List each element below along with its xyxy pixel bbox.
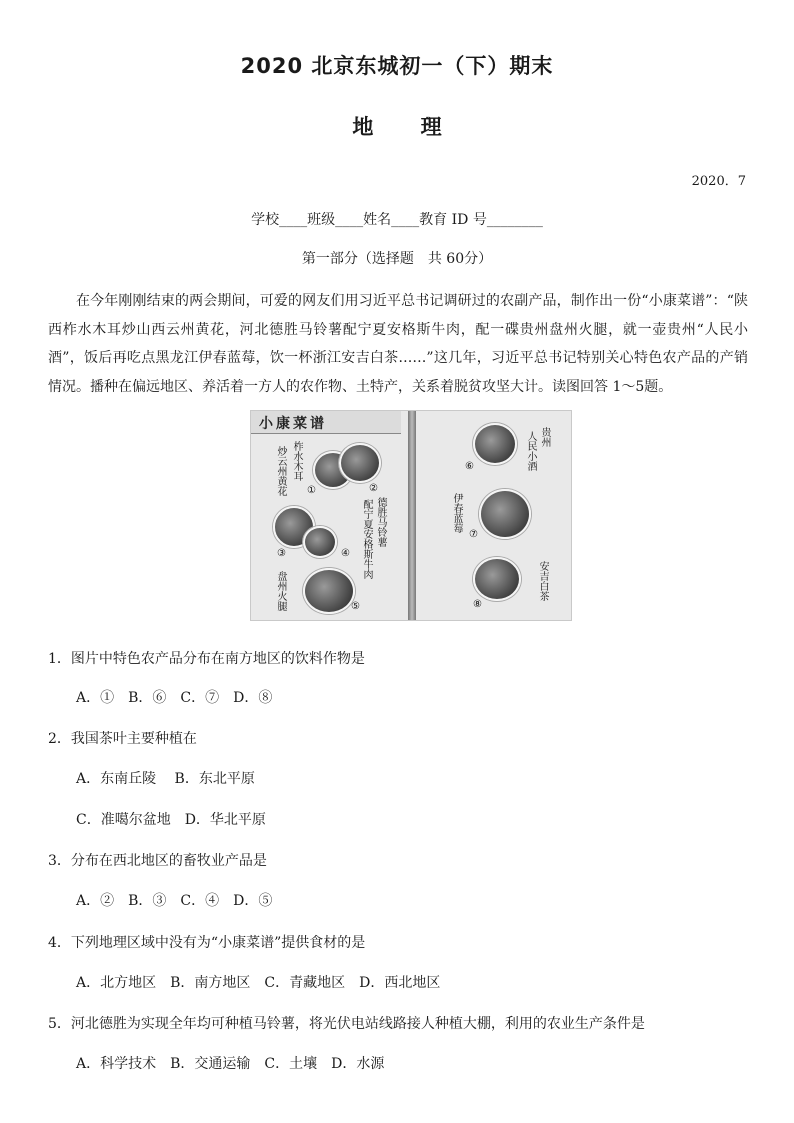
student-info-line: 学校____班级____姓名____教育 ID 号________ [251, 212, 543, 228]
label-ningxia: 配宁夏安格斯牛肉 [361, 499, 372, 579]
figure-title: 小康菜谱 [259, 416, 327, 432]
label-guizhou: 贵州 [539, 427, 550, 447]
number-5: ⑤ [351, 601, 360, 612]
figure-spine [408, 411, 416, 620]
number-3: ③ [277, 548, 286, 559]
label-desheng: 德胜马铃薯 [375, 497, 386, 547]
label-renmin: 人民小酒 [525, 431, 536, 471]
number-4: ④ [341, 548, 350, 559]
dish-8-image [473, 557, 521, 601]
figure-title-banner [251, 411, 401, 434]
label-zhashui: 柞水木耳 [291, 441, 302, 481]
dish-7-image [479, 489, 531, 539]
question-2-options-row-2: C．准噶尔盆地 D．华北平原 [76, 812, 266, 828]
number-7: ⑦ [469, 529, 478, 540]
label-yichun: 伊春蓝莓 [451, 493, 462, 533]
menu-figure [250, 410, 572, 621]
label-anji: 安吉白茶 [537, 561, 548, 601]
exam-date: 2020．7 [691, 174, 746, 189]
question-5-options: A．科学技术 B．交通运输 C．土壤 D．水源 [76, 1056, 385, 1072]
dish-4-image [303, 526, 337, 558]
number-8: ⑧ [473, 599, 482, 610]
question-4: 4．下列地理区域中没有为“小康菜谱”提供食材的是 [48, 935, 366, 951]
question-5: 5．河北德胜为实现全年均可种植马铃薯，将光伏电站线路接人种植大棚，利用的农业生产条件是 [48, 1016, 645, 1032]
label-yunzhou: 炒云州黄花 [275, 446, 286, 496]
dish-6-image [473, 423, 517, 465]
subject-title: 地 理 [352, 115, 442, 139]
label-panzhou: 盘州火腿 [275, 571, 286, 611]
question-3-options: A．② B．③ C．④ D．⑤ [76, 893, 273, 909]
dish-5-image [303, 568, 355, 614]
question-2: 2．我国茶叶主要种植在 [48, 731, 197, 747]
number-2: ② [369, 483, 378, 494]
question-1: 1．图片中特色农产品分布在南方地区的饮料作物是 [48, 651, 365, 667]
number-6: ⑥ [465, 461, 474, 472]
question-3: 3．分布在西北地区的畜牧业产品是 [48, 853, 267, 869]
question-4-options: A．北方地区 B．南方地区 C．青藏地区 D．西北地区 [76, 975, 441, 991]
part-heading: 第一部分（选择题 共 60分） [301, 251, 493, 267]
exam-title: 2020 北京东城初一（下）期末 [240, 54, 554, 78]
dish-2-image [339, 443, 381, 483]
number-1: ① [307, 485, 316, 496]
question-1-options: A．① B．⑥ C．⑦ D．⑧ [76, 690, 273, 706]
question-2-options-row-1: A．东南丘陵 B．东北平原 [76, 771, 255, 787]
reading-passage: 在今年刚刚结束的两会期间，可爱的网友们用习近平总书记调研过的农副产品，制作出一份“小康菜谱”：“陕西柞水木耳炒山西云州黄花，河北德胜马铃薯配宁夏安格斯牛肉，配一碟贵州盘州火腿，就一壶贵州“人民小酒”，饭后再吃点黑龙江伊春蓝莓，饮一杯浙江安吉白茶……”这几年，习近平总书记特别关心特色农产品的产销情况。播种在偏远地区、养活着一方人的农作物、土特产，关系着脱贫攻坚大计。读图回答 1～5题。 [48, 293, 748, 395]
